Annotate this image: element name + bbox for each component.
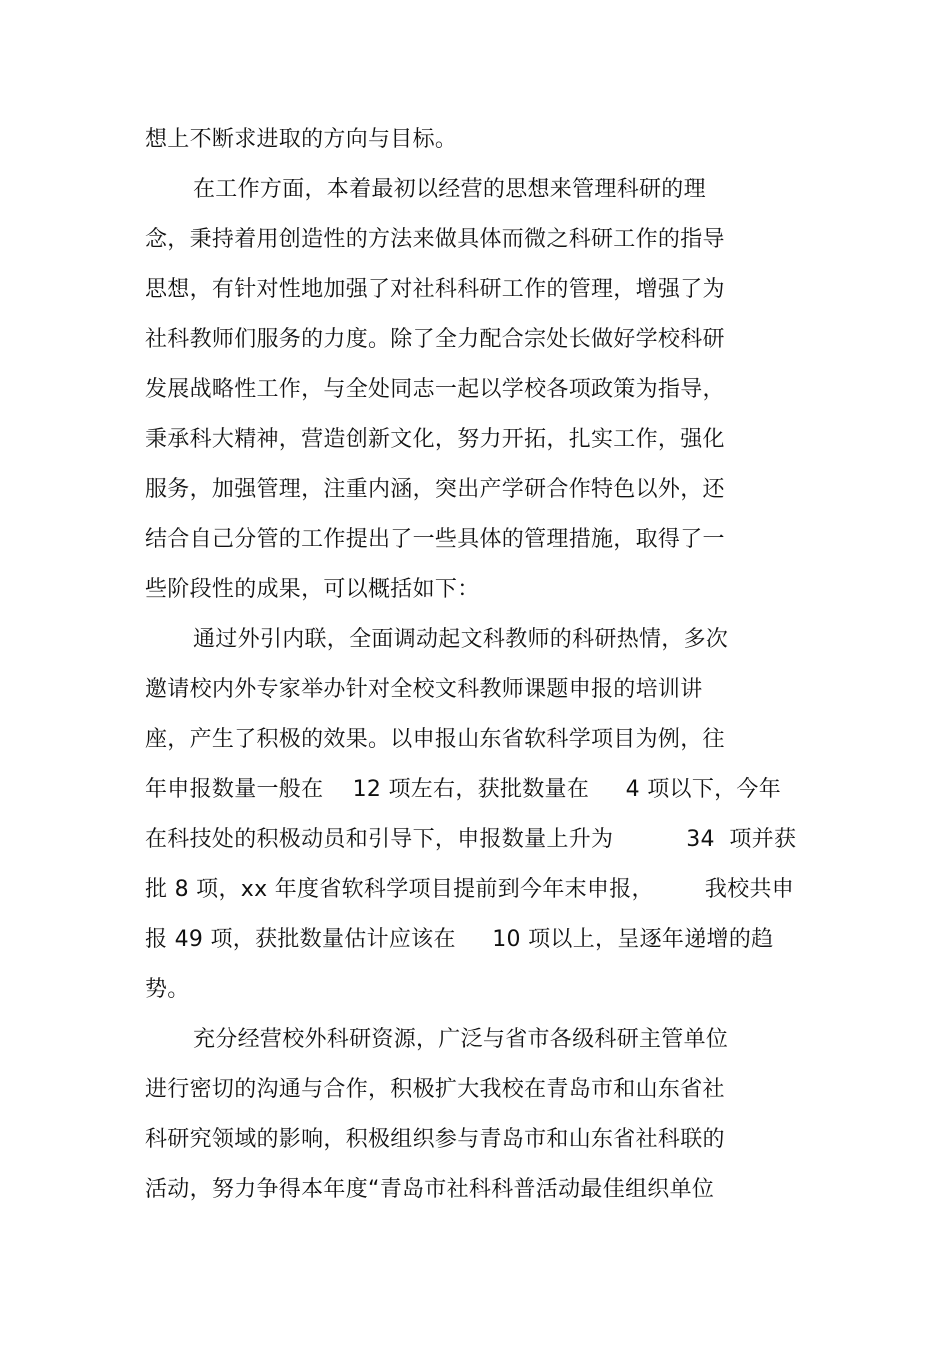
text-line: 报 49 项，获批数量估计应该在 10 项以上，呈逐年递增的趋 [145, 927, 774, 952]
text-line: 批 8 项，xx 年度省软科学项目提前到今年末申报， 我校共申 [145, 877, 795, 902]
text-line: 邀请校内外专家举办针对全校文科教师课题申报的培训讲 [145, 677, 703, 702]
paragraph-first-line: 通过外引内联，全面调动起文科教师的科研热情，多次 [193, 627, 729, 652]
text-line: 思想，有针对性地加强了对社科科研工作的管理，增强了为 [145, 277, 725, 302]
text-line: 进行密切的沟通与合作，积极扩大我校在青岛市和山东省社 [145, 1077, 725, 1102]
text-line: 服务，加强管理，注重内涵，突出产学研合作特色以外，还 [145, 477, 725, 502]
text-line: 发展战略性工作，与全处同志一起以学校各项政策为指导， [145, 377, 725, 402]
text-line: 年申报数量一般在 12 项左右，获批数量在 4 项以下，今年 [145, 777, 782, 802]
text-line: 势。 [145, 977, 190, 1002]
text-line: 念，秉持着用创造性的方法来做具体而微之科研工作的指导 [145, 227, 725, 252]
text-line: 些阶段性的成果，可以概括如下： [145, 577, 480, 602]
text-line: 想上不断求进取的方向与目标。 [145, 127, 458, 152]
paragraph-first-line: 在工作方面，本着最初以经营的思想来管理科研的理 [193, 177, 706, 202]
text-line: 秉承科大精神，营造创新文化，努力开拓，扎实工作，强化 [145, 427, 725, 452]
text-line: 结合自己分管的工作提出了一些具体的管理措施，取得了一 [145, 527, 725, 552]
paragraph-first-line: 充分经营校外科研资源，广泛与省市各级科研主管单位 [193, 1027, 729, 1052]
text-line: 社科教师们服务的力度。除了全力配合宗处长做好学校科研 [145, 327, 725, 352]
text-line: 科研究领域的影响，积极组织参与青岛市和山东省社科联的 [145, 1127, 725, 1152]
text-line: 活动，努力争得本年度“青岛市社科科普活动最佳组织单位 [145, 1177, 715, 1202]
text-line: 在科技处的积极动员和引导下，申报数量上升为 34 项并获 [145, 827, 797, 852]
text-line: 座，产生了积极的效果。以申报山东省软科学项目为例，往 [145, 727, 725, 752]
